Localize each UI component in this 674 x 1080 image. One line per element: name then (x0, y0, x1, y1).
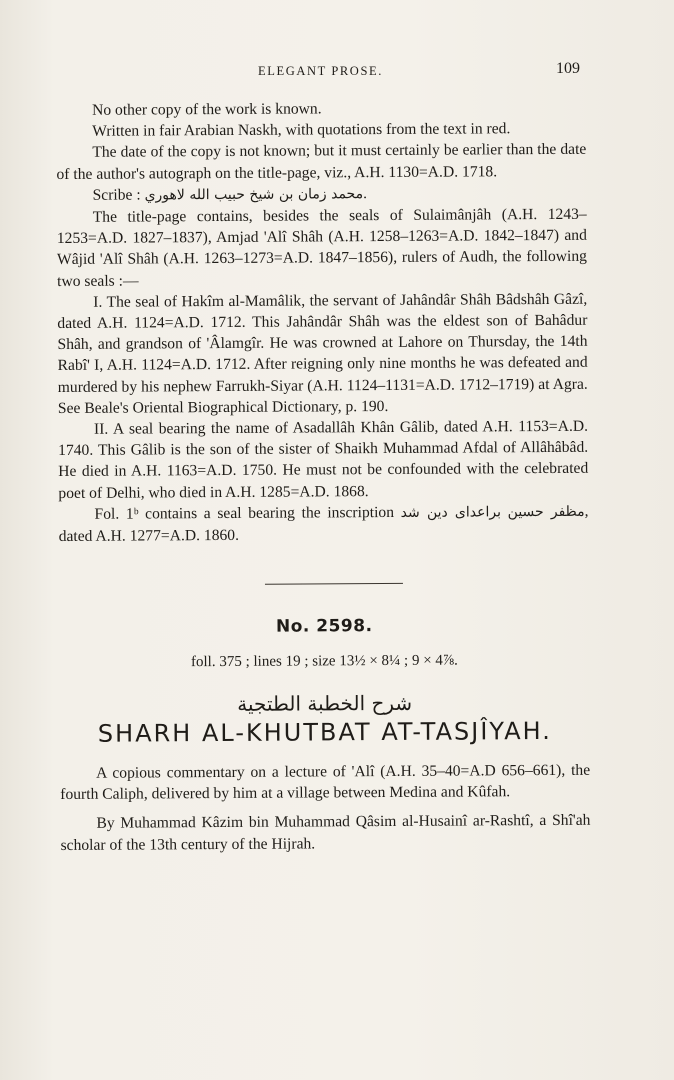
entry-number: No. 2598. (275, 616, 373, 637)
fol-inscription-1: براعدای دین شد (400, 504, 502, 521)
running-head (0, 60, 674, 80)
section-divider (265, 583, 403, 585)
entry-title: SHARH AL-KHUTBAT AT-TASJÎYAH. (97, 716, 552, 748)
page-number: 109 (556, 60, 580, 77)
entry-specs: foll. 375 ; lines 19 ; size 13½ × 8¼ ; 9 × 4⅞. (190, 653, 458, 671)
paragraph-seal-two: II. A seal bearing the name of Asadallâh Khân Gâlib, dated A.H. 1153=A.D. 1740. This Gâlib is the son of the sister of Shaikh Muhammad Afdal of Allâhâbâd. He died in A.H. 1163=A.D. 1750. He must not be confounded with the celebrated poet of Delhi, who died in A.H. 1285=A.D. 1868. (58, 417, 589, 502)
paragraph-fol (58, 501, 588, 548)
paragraph-script: Written in fair Arabian Naskh, with quotations from the text in red. (92, 120, 511, 140)
paragraph-no-other-copy: No other copy of the work is known. (92, 100, 322, 119)
scribe-label: Scribe : (92, 186, 141, 204)
fol-inscription-2: مظفر حسین (507, 503, 585, 521)
entry-description (60, 760, 591, 856)
running-head-title: ELEGANT PROSE. (258, 64, 383, 78)
paragraph-title-page-seals: The title-page contains, besides the seals of Sulaimânjâh (A.H. 1243–1253=A.D. 1827–1837), Amjad 'Alî Shâh (A.H. 1258–1263=A.D. 1842–1847) and Wâjid 'Alî Shâh (A.H. 1263–1273=A.D. 1847–1856), rulers of Audh, the following two seals :— (56, 205, 588, 290)
entry-arabic-title: شرح الخطبة الطتجية (237, 690, 413, 716)
description-author: By Muhammad Kâzim bin Muhammad Qâsim al-Husainî ar-Rashtî, a Shî'ah scholar of the 13th century of the Hijrah. (60, 812, 591, 854)
description-commentary: A copious commentary on a lecture of 'Alî (A.H. 35–40=A.D 656–661), the fourth Caliph, delivered by him at a village between Medina and Kûfah. (60, 761, 591, 804)
fol-text-after: , dated A.H. 1277=A.D. 1860. (58, 502, 589, 546)
page-body (56, 97, 591, 864)
paragraph-date: The date of the copy is not known; but it must certainly be earlier than the date of the author's autograph on the title-page, viz., A.H. 1130=A.D. 1718. (56, 141, 587, 183)
paragraph-scribe (57, 182, 587, 207)
scribe-name-arabic: محمد زمان بن شيخ حبيب الله لاهوري (144, 185, 364, 204)
scribe-end: . (363, 184, 368, 202)
paragraph-seal-one: I. The seal of Hakîm al-Mamâlik, the servant of Jahândâr Shâh Bâdshâh Gâzî, dated A.H. 1124=A.D. 1712. This Jahândâr Shâh was the eldest son of Bahâdur Shâh, and grandson of 'Âlamgîr. He was crowned at Lahore on Thursday, the 14th Rabî' I, A.H. 1124=A.D. 1712. After reigning only nine months he was defeated and murdered by his nephew Farrukh-Siyar (A.H. 1124–1131=A.D. 1712–1719) at Agra. See Beale's Oriental Biographical Dictionary, p. 190. (57, 290, 588, 417)
fol-text-before: Fol. 1ᵇ contains a seal bearing the inscription (94, 503, 395, 523)
